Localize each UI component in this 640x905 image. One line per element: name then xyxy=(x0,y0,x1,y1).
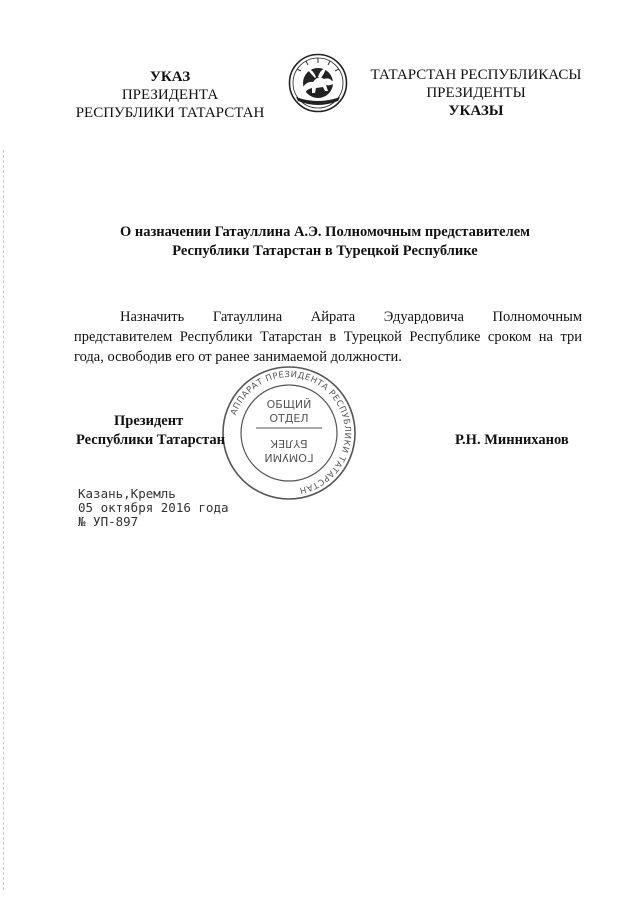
signature-position-line1: Президент xyxy=(114,413,184,429)
stamp-line2: ОТДЕЛ xyxy=(269,412,309,425)
header-left-republic: РЕСПУБЛИКИ ТАТАРСТАН xyxy=(75,105,265,121)
header-right-republic: ТАТАРСТАН РЕСПУБЛИКАСЫ xyxy=(370,67,582,83)
header-left-decree: УКАЗ xyxy=(149,69,191,85)
tatarstan-coat-of-arms-icon xyxy=(288,53,348,113)
footer-date: 05 октября 2016 года xyxy=(78,500,229,515)
document-footer xyxy=(78,487,229,529)
document-title-line2: Республики Татарстан в Турецкой Республике xyxy=(172,243,478,259)
svg-text:АППАРАТ ПРЕЗИДЕНТА РЕСПУБЛИКИ xyxy=(229,370,352,495)
document-title xyxy=(60,223,590,261)
header-right xyxy=(358,66,594,120)
stamp-line1: ОБЩИЙ xyxy=(266,398,312,411)
footer-number: № УП-897 xyxy=(78,514,139,529)
document-title-line1: О назначении Гатауллина А.Э. Полномочным представителем xyxy=(119,224,531,240)
stamp-ring-text: АППАРАТ ПРЕЗИДЕНТА РЕСПУБЛИКИ ТАТАРСТАН xyxy=(229,369,353,496)
header-right-president: ПРЕЗИДЕНТЫ xyxy=(426,85,526,101)
document-body: Назначить Гатауллина Айрата Эдуардовича Полномочным представителем Республики Татарстан в Турецкой Республике сроком на три года, освободив его от ранее занимаемой должности. xyxy=(74,309,582,365)
stamp-line4: ГОМУМИ xyxy=(264,451,314,464)
header-left-president: ПРЕЗИДЕНТА xyxy=(121,87,219,103)
signer-name: Р.Н. Минниханов xyxy=(455,432,569,448)
signature-position xyxy=(76,412,246,450)
signature-position-line2: Республики Татарстан xyxy=(76,432,225,448)
page-edge xyxy=(3,150,5,890)
footer-place: Казань,Кремль xyxy=(78,486,176,501)
stamp-line3: БҮЛЕК xyxy=(270,437,308,450)
header-right-decree: УКАЗЫ xyxy=(448,103,504,119)
header-left xyxy=(70,68,270,122)
